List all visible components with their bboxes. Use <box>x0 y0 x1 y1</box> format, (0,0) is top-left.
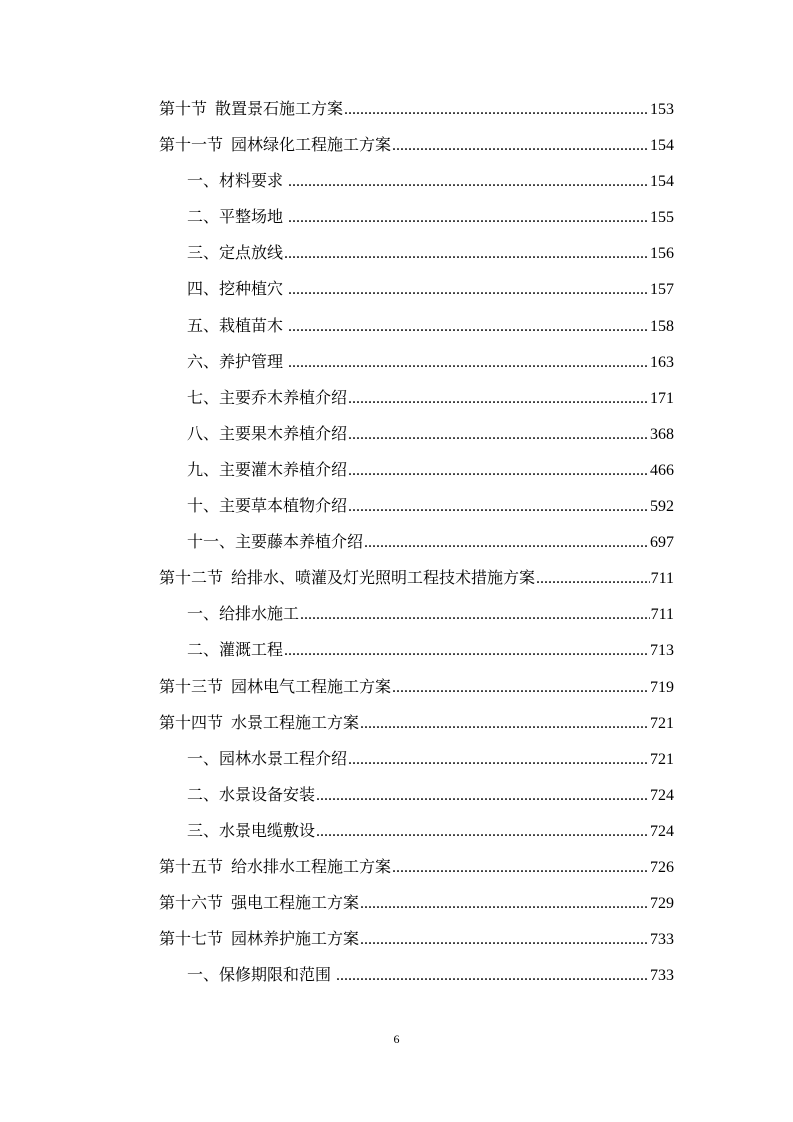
toc-entry-title: 五、栽植苗木 <box>187 317 288 335</box>
toc-entry[interactable] <box>159 561 674 597</box>
dot-leader <box>360 922 649 958</box>
toc-entry-title: 第十一节 园林绿化工程施工方案 <box>159 137 392 155</box>
dot-leader <box>392 670 649 706</box>
toc-entry[interactable] <box>159 381 674 417</box>
toc-entry-page: 724 <box>650 822 674 840</box>
toc-entry-title: 二、平整场地 <box>187 209 288 227</box>
toc-entry-page: 171 <box>650 389 674 407</box>
toc-entry-page: 592 <box>650 498 674 516</box>
toc-entry-title: 第十五节 给水排水工程施工方案 <box>159 858 392 876</box>
toc-entry[interactable] <box>159 814 674 850</box>
dot-leader <box>336 958 649 994</box>
toc-entry-page: 724 <box>650 786 674 804</box>
toc-entry-title: 三、定点放线 <box>187 245 284 263</box>
toc-entry-title: 八、主要果木养植介绍 <box>187 425 348 443</box>
toc-entry[interactable] <box>159 706 674 742</box>
toc-entry[interactable] <box>159 200 674 236</box>
toc-entry[interactable] <box>159 958 674 994</box>
toc-entry-title: 十一、主要藤本养植介绍 <box>187 534 364 552</box>
dot-leader <box>288 309 649 345</box>
toc-entry-title: 三、水景电缆敷设 <box>187 822 316 840</box>
toc-entry[interactable] <box>159 742 674 778</box>
page-number: 6 <box>393 1032 400 1046</box>
dot-leader <box>316 814 649 850</box>
dot-leader <box>348 381 649 417</box>
toc-entry-title: 第十七节 园林养护施工方案 <box>159 931 360 949</box>
toc-entry-page: 713 <box>650 642 674 660</box>
toc-entry[interactable] <box>159 597 674 633</box>
dot-leader <box>536 561 650 597</box>
toc-entry-page: 153 <box>650 101 674 118</box>
toc-entry-page: 721 <box>650 750 674 768</box>
toc-entry-page: 711 <box>650 606 674 624</box>
toc-entry-title: 二、水景设备安装 <box>187 786 316 804</box>
toc-entry[interactable] <box>159 345 674 381</box>
dot-leader <box>344 92 649 128</box>
dot-leader <box>284 236 649 272</box>
toc-entry[interactable] <box>159 633 674 669</box>
toc-entry[interactable] <box>159 128 674 164</box>
toc-entry-title: 九、主要灌木养植介绍 <box>187 461 348 479</box>
toc-entry-page: 154 <box>650 137 674 155</box>
toc-entry-page: 726 <box>650 858 674 876</box>
toc-entry-page: 154 <box>650 173 674 191</box>
toc-entry-title: 四、挖种植穴 <box>187 281 288 299</box>
toc-entry[interactable] <box>159 164 674 200</box>
toc-entry-page: 156 <box>650 245 674 263</box>
toc-entry-title: 第十四节 水景工程施工方案 <box>159 714 360 732</box>
toc-entry-page: 697 <box>650 534 674 552</box>
toc-entry-page: 733 <box>650 967 674 985</box>
dot-leader <box>360 706 649 742</box>
toc-entry[interactable] <box>159 489 674 525</box>
toc-entry-page: 719 <box>650 678 674 696</box>
toc-entry-page: 721 <box>650 714 674 732</box>
toc-entry[interactable] <box>159 670 674 706</box>
toc-entry-title: 七、主要乔木养植介绍 <box>187 389 348 407</box>
toc-entry-title: 一、材料要求 <box>187 173 288 191</box>
dot-leader <box>348 417 649 453</box>
dot-leader <box>364 525 649 561</box>
toc-entry-title: 第十节 散置景石施工方案 <box>159 101 344 118</box>
dot-leader <box>360 886 649 922</box>
dot-leader <box>348 489 649 525</box>
dot-leader <box>288 200 649 236</box>
toc-entry[interactable] <box>159 922 674 958</box>
toc-entry-page: 158 <box>650 317 674 335</box>
toc-entry-page: 733 <box>650 931 674 949</box>
toc-entry-title: 第十六节 强电工程施工方案 <box>159 895 360 913</box>
dot-leader <box>392 850 649 886</box>
toc-entry-page: 155 <box>650 209 674 227</box>
toc-entry-title: 十、主要草本植物介绍 <box>187 498 348 516</box>
toc-entry-page: 368 <box>650 425 674 443</box>
toc-entry[interactable] <box>159 886 674 922</box>
dot-leader <box>316 778 649 814</box>
toc-entry[interactable] <box>159 525 674 561</box>
toc-entry-title: 第十三节 园林电气工程施工方案 <box>159 678 392 696</box>
toc-entry-title: 六、养护管理 <box>187 353 288 371</box>
toc-entry[interactable] <box>159 850 674 886</box>
dot-leader <box>392 128 649 164</box>
dot-leader <box>288 164 649 200</box>
toc-entry-title: 一、给排水施工 <box>187 606 300 624</box>
toc-entry[interactable] <box>159 272 674 308</box>
toc-entry[interactable] <box>159 417 674 453</box>
toc-entry-title: 第十二节 给排水、喷灌及灯光照明工程技术措施方案 <box>159 570 536 588</box>
dot-leader <box>300 597 650 633</box>
toc-entry-title: 二、灌溉工程 <box>187 642 284 660</box>
toc-entry-page: 163 <box>650 353 674 371</box>
toc-entry-title: 一、园林水景工程介绍 <box>187 750 348 768</box>
toc-entry[interactable] <box>159 92 674 128</box>
dot-leader <box>284 633 649 669</box>
toc-entry[interactable] <box>159 309 674 345</box>
toc-entry-page: 466 <box>650 461 674 479</box>
toc-entry-page: 157 <box>650 281 674 299</box>
toc-entry-page: 729 <box>650 895 674 913</box>
toc-entry-title: 一、保修期限和范围 <box>187 967 336 985</box>
dot-leader <box>348 742 649 778</box>
toc-entry[interactable] <box>159 236 674 272</box>
dot-leader <box>288 345 649 381</box>
dot-leader <box>348 453 649 489</box>
dot-leader <box>288 272 649 308</box>
table-of-contents <box>159 92 674 994</box>
toc-entry[interactable] <box>159 778 674 814</box>
toc-entry-page: 711 <box>650 570 674 588</box>
toc-entry[interactable] <box>159 453 674 489</box>
